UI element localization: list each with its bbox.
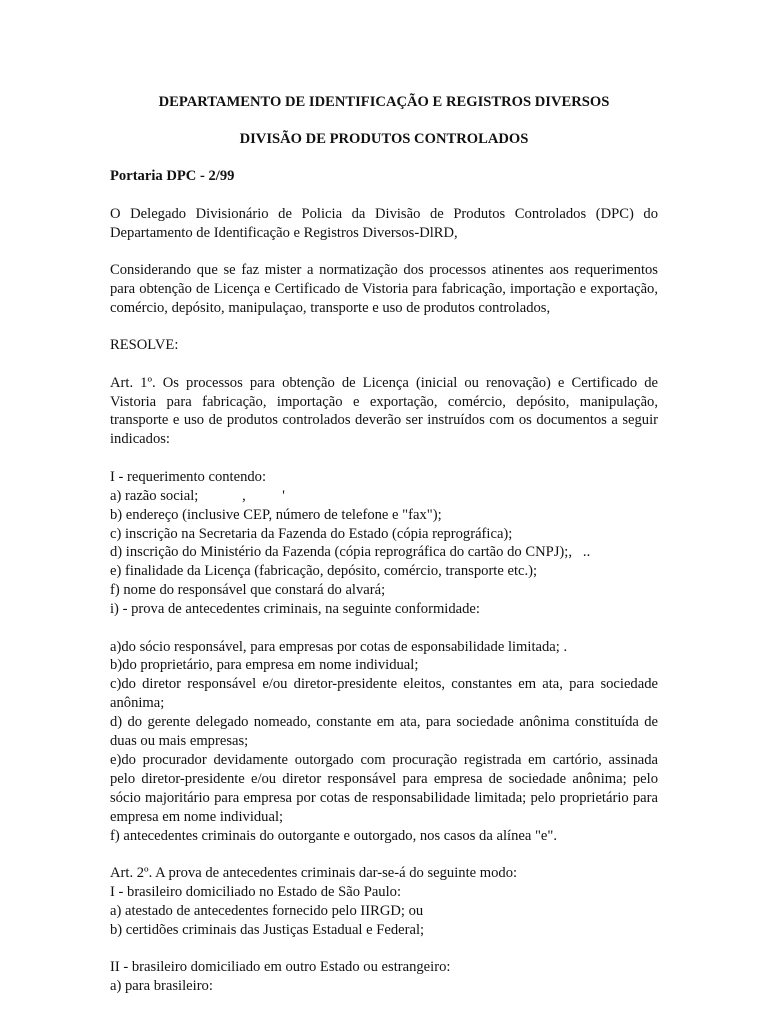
intro-paragraph: O Delegado Divisionário de Policia da Divisão de Produtos Controlados (DPC) do Departamento de Identificação e Registros Diversos-DlRD, — [110, 205, 658, 241]
list-item: a) para brasileiro: — [110, 978, 213, 995]
list-item: II - brasileiro domiciliado em outro Estado ou estrangeiro: — [110, 959, 451, 976]
list-item: b) certidões criminais das Justiças Estadual e Federal; — [110, 921, 425, 938]
article-2-foreign-list — [110, 958, 658, 996]
list-item: c)do diretor responsável e/ou diretor-presidente eleitos, constantes em ata, para sociedade anônima; — [110, 676, 658, 712]
criminal-record-list — [110, 638, 658, 846]
department-heading: DEPARTAMENTO DE IDENTIFICAÇÃO E REGISTROS DIVERSOS — [158, 94, 610, 110]
list-item: a) atestado de antecedentes fornecido pelo IIRGD; ou — [110, 902, 424, 919]
list-item: c) inscrição na Secretaria da Fazenda do Estado (cópia reprográfica); — [110, 525, 513, 542]
list-item: I - requerimento contendo: — [110, 468, 267, 485]
list-item: d) do gerente delegado nomeado, constante em ata, para sociedade anônima constituída de duas ou mais empresas; — [110, 714, 658, 750]
list-item: e) finalidade da Licença (fabricação, depósito, comércio, transporte etc.); — [110, 563, 538, 580]
list-item: a)do sócio responsável, para empresas por cotas de esponsabilidade limitada; . — [110, 638, 568, 655]
list-item: b) endereço (inclusive CEP, número de telefone e "fax"); — [110, 506, 442, 523]
list-item: Art. 2º. A prova de antecedentes criminais dar-se-á do seguinte modo: — [110, 865, 518, 881]
list-item: I - brasileiro domiciliado no Estado de São Paulo: — [110, 883, 402, 900]
list-item: e)do procurador devidamente outorgado com procuração registrada em cartório, assinada pelo diretor-presidente e/ou diretor responsável para empresa de sociedade anônima; pelo sócio majoritário para empresa por cotas de responsabilidade limitada; pelo proprietário para empresa em nome individual; — [110, 751, 658, 825]
document-page — [110, 93, 658, 996]
list-item: b)do proprietário, para empresa em nome individual; — [110, 657, 419, 674]
list-item: f) nome do responsável que constará do alvará; — [110, 582, 386, 599]
list-item: i) - prova de antecedentes criminais, na seguinte conformidade: — [110, 601, 480, 618]
article-1-paragraph: Art. 1º. Os processos para obtenção de Licença (inicial ou renovação) e Certificado de Vistoria para fabricação, importação e exportação, comércio, depósito, manipulação, transporte e uso de produtos controlados deverão ser instruídos com os documentos a seguir indicados: — [110, 374, 658, 448]
division-heading: DIVISÃO DE PRODUTOS CONTROLADOS — [239, 130, 529, 147]
article-2-list — [110, 864, 658, 940]
list-item: d) inscrição do Ministério da Fazenda (cópia reprográfica do cartão do CNPJ);, .. — [110, 544, 591, 561]
portaria-title: Portaria DPC - 2/99 — [110, 167, 235, 184]
list-item: a) razão social; , ' — [110, 487, 285, 504]
resolve-heading: RESOLVE: — [110, 337, 179, 354]
considering-paragraph: Considerando que se faz mister a normatização dos processos atinentes aos requerimentos para obtenção de Licença e Certificado de Vistoria para fabricação, importação e exportação, comércio, depósito, manipulaçao, transporte e uso de produtos controlados, — [110, 262, 658, 316]
requirements-list — [110, 468, 658, 619]
list-item: f) antecedentes criminais do outorgante e outorgado, nos casos da alínea "e". — [110, 827, 558, 844]
